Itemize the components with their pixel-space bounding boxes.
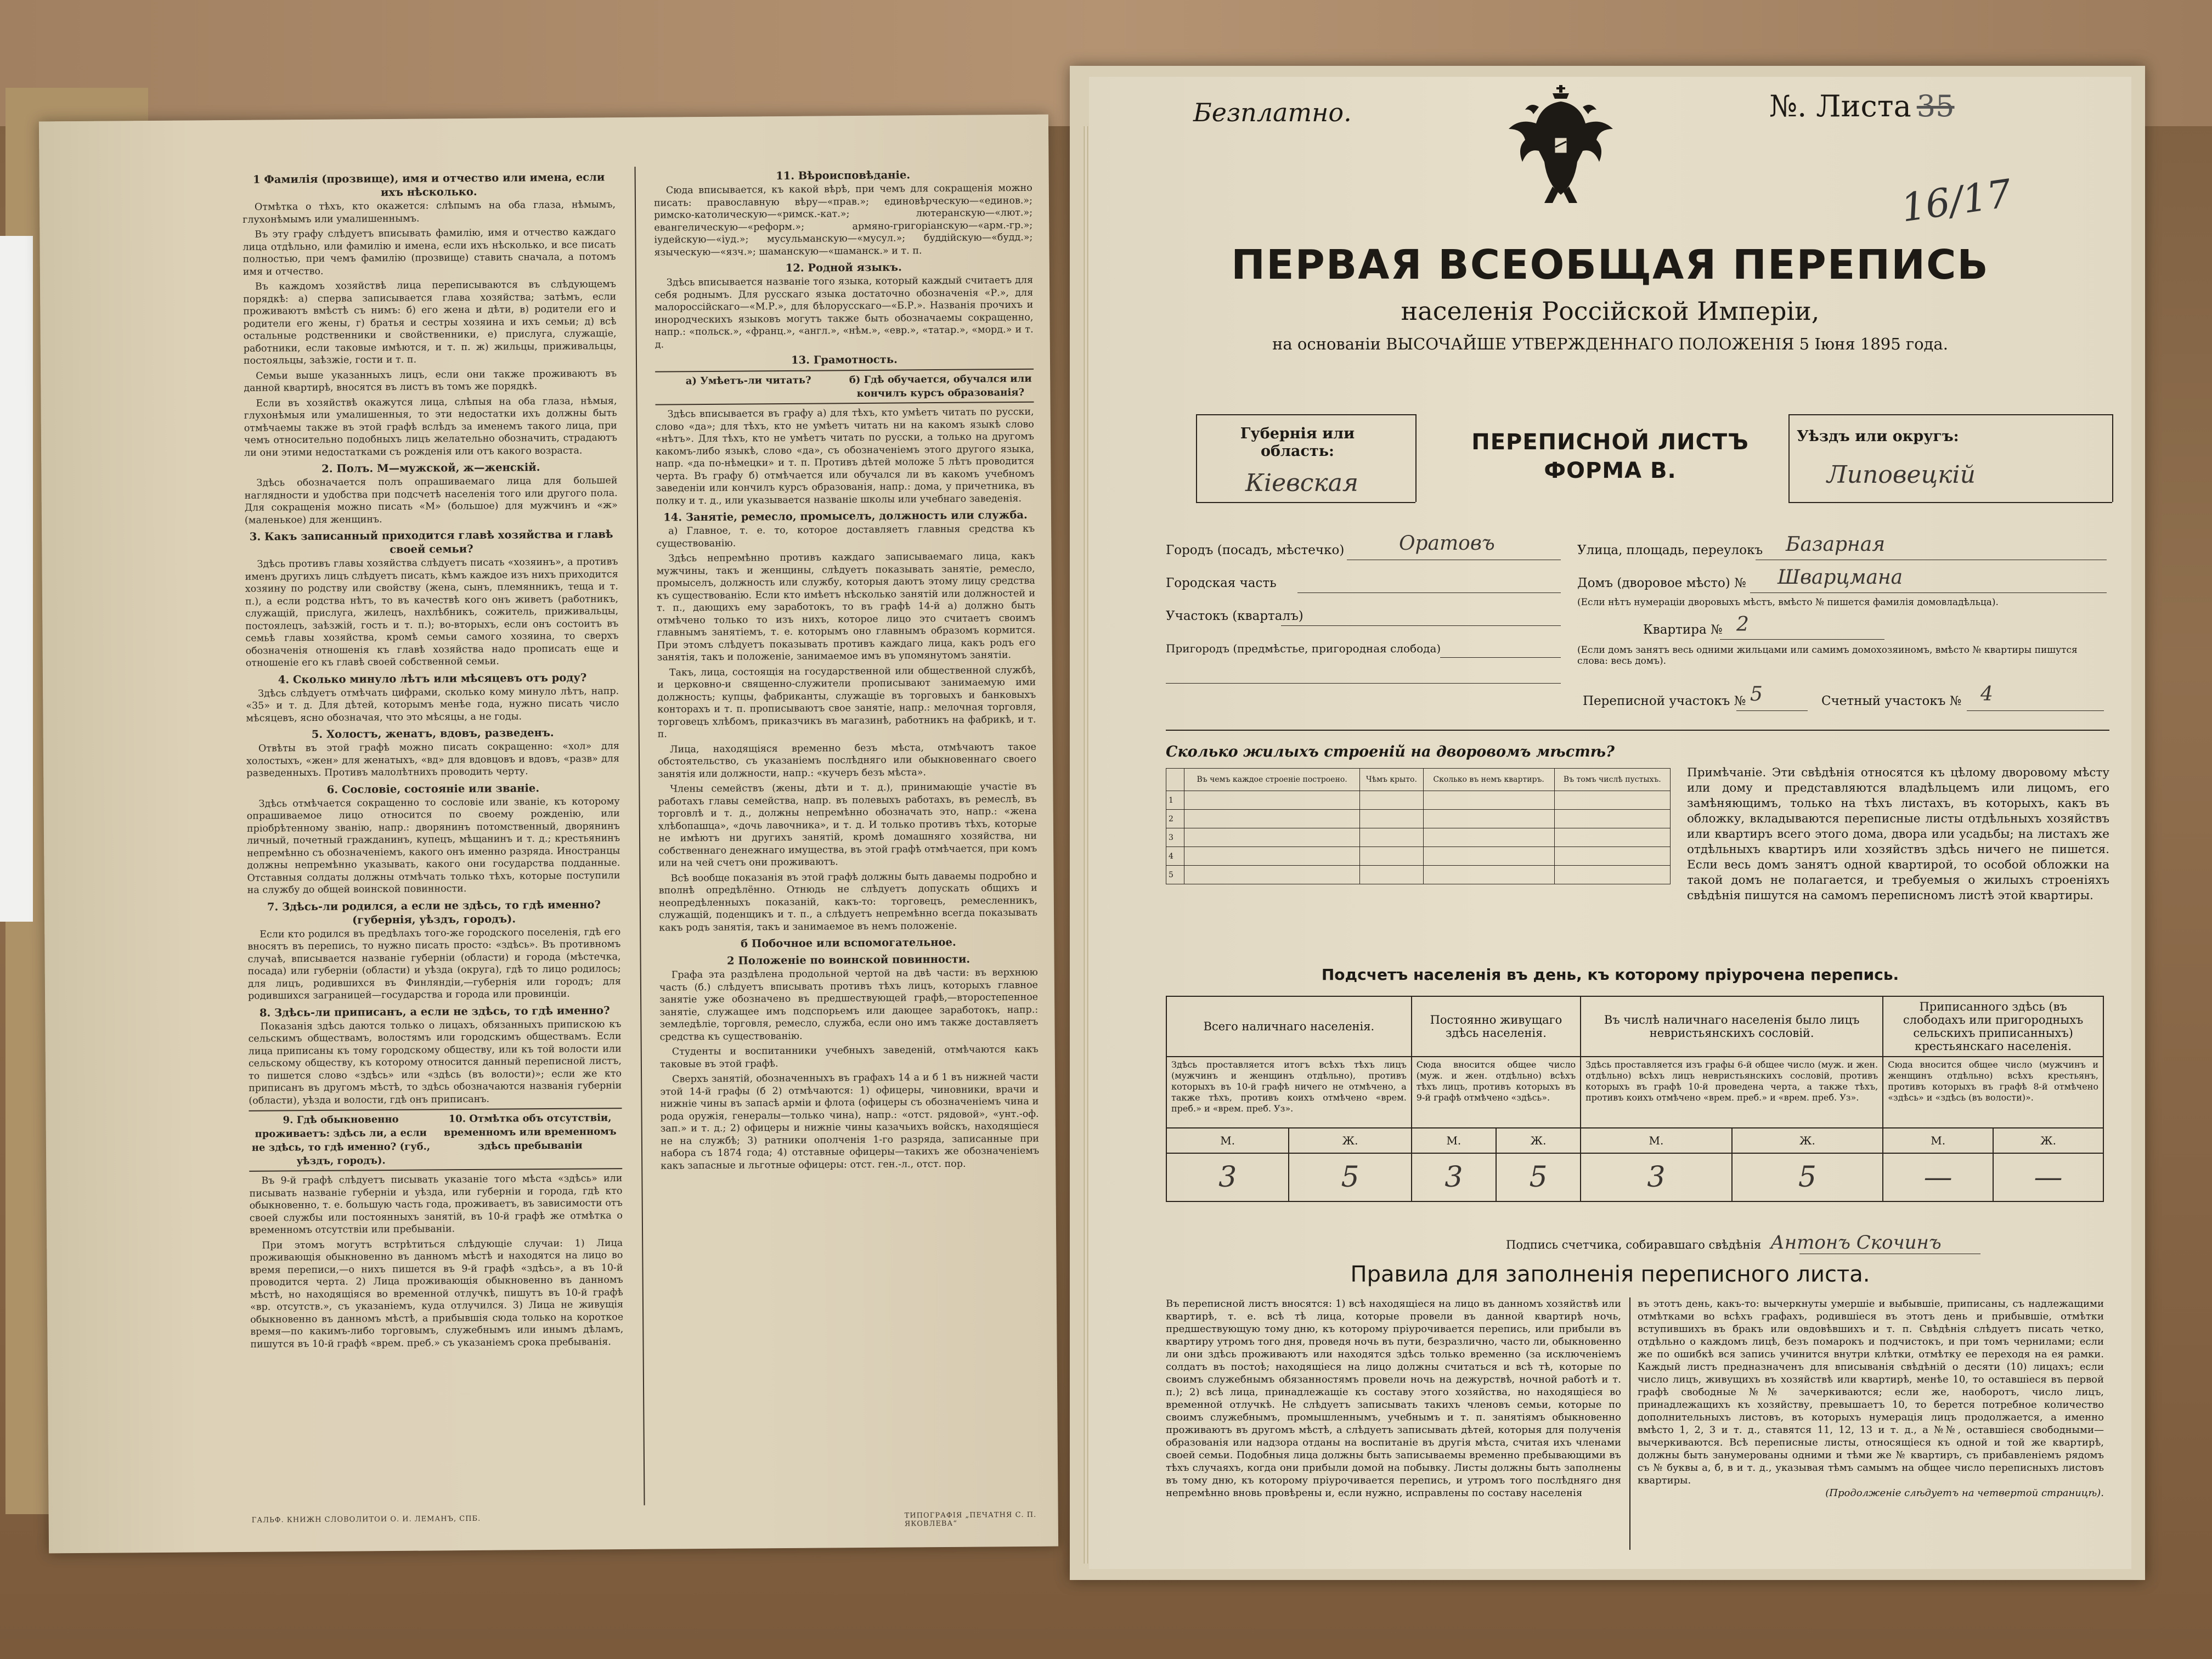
empty-cell [1423, 828, 1554, 847]
sex-column-label: М. [1166, 1128, 1289, 1153]
section-heading: 10. Отмѣтка объ отсутствіи, временномъ или временномъ здѣсь пребываніи [443, 1112, 617, 1152]
form-title-line-2: ФОРМА В. [1544, 458, 1677, 483]
instruction-text: Сюда вписывается, къ какой вѣрѣ, при чемъ для сокращенія можно писать: православную вѣру—«прав.»; единовѣрческую—«единов.»; римско-католическую—«римск.-кат.»; лютеранскую—«лют.»; евангелическую—«реформ.»; армяно-григоріанскую—«арм.-гр.»; іудейскую—«іуд.»; мусульманскую—«мусул.»; буддійскую—«будд.»; языческую—«язч.»; шаманскую—«шаманск.» и т. п. [653, 182, 1033, 258]
double-headed-eagle-icon [1506, 82, 1616, 214]
form-legal-basis: на основаніи ВЫСОЧАЙШЕ УТВЕРЖДЕННАГО ПОЛОЖЕНІЯ 5 Іюня 1895 года. [1272, 335, 1948, 353]
instruction-text: Члены семействъ (жены, дѣти и т. д.), принимающіе участіе въ работахъ главы семейства, напр. въ полевыхъ работахъ, въ ремеслѣ, въ торговлѣ и т. д., должны непремѣнно обозначать это, напр.: «жена хлѣбопашца», «дочь лавочника», и т. д. И только противъ тѣхъ, которые не имѣютъ ни другихъ занятій, кромѣ домашняго хозяйства, ни собственнаго денежнаго имущества, въ этой графѣ отмѣчается, при комъ или на чей счетъ они проживаютъ. [658, 781, 1037, 869]
section-heading: 4. Сколько минуло лѣтъ или мѣсяцевъ отъ роду? [278, 671, 587, 686]
empty-cell [1184, 810, 1360, 828]
house-label: Домъ (дворовое мѣсто) № [1577, 576, 1746, 590]
empty-cell [1360, 866, 1423, 884]
population-count-table [1166, 996, 2104, 1202]
instruction-text: Студенты и воспитанники учебныхъ заведеній, отмѣчаются какъ таковые въ этой графѣ. [659, 1043, 1039, 1070]
instruction-text: Такъ, лица, состоящія на государственной или общественной службѣ, и церковно-и священно-служители прописывают занимаемую ими должность; купцы, фабриканты, служащіе въ торговыхъ и банковыхъ конторахъ и т. п. прописываютъ свое занятіе, напр.: мелочная торговля, торговецъ хлѣбомъ, приказчикъ въ магазинѣ, работникъ на фабрикѣ, и т. п. [657, 664, 1036, 740]
empty-cell [1423, 866, 1554, 884]
instruction-text: Здѣсь противъ главы хозяйства слѣдуетъ писать «хозяинъ», а противъ именъ другихъ лицъ слѣдуетъ писать, кѣмъ каждое изъ нихъ приходится хозяину по родству или свойству (жена, сынъ, племянникъ, теща и т. п.), а если родства нѣтъ, то въ качествѣ кого онъ живетъ (работникъ, служащій, прислуга, жилецъ, нахлѣбникъ, сожитель, приживальцы, постоялецъ, заѣзжій, гость и т. п.); во-вторыхъ, если онъ состоитъ въ семьѣ главы хозяйства, кромѣ семьи самого хозяина, то сверхъ обозначенія отношенія къ главѣ хозяйства надо прописать еще и отношеніе его къ главѣ своей собственной семьи. [245, 556, 619, 669]
empty-cell [1360, 828, 1423, 847]
form-subtitle: населенія Россійской Имперіи, [1401, 296, 1820, 326]
census-district-value: 5 [1750, 683, 1763, 706]
rules-right-text: въ этотъ день, какъ-то: вычеркнуты умершіе и выбывшіе, приписаны, съ надлежащими отмѣтками во всѣхъ графахъ, родившіеся въ этотъ день и прибывшіе, отмѣтки вступившихъ въ бракъ или овдовѣвшихъ и т. п. Свѣдѣнія слѣдуетъ писать четко, отдѣльно о каждомъ лицѣ, безъ помарокъ и подчистокъ, и при томъ чернилами; если же по ошибкѣ вся запись учинится внутри клѣтки, отмѣтку ее переходя на ея рамки. Каждый листъ предназначенъ для вписыванія свѣдѣній о десяти (10) лицахъ; если число лицъ, живущихъ въ хозяйствѣ или квартирѣ, менѣе 10, то оставшіеся въ первой графѣ свободные №№ зачеркиваются; если же, наоборотъ, число лицъ, принадлежащихъ къ хозяйству, превышаетъ 10, то берется потребное количество дополнительныхъ листовъ, въ которыхъ нумерація лицъ продолжается, а именно вмѣсто 1, 2, 3 и т. д., ставятся 11, 12, 13 и т. д., а №№, оставшіеся свободными—вычеркиваются. Всѣ переписные листы, относящіеся къ одной и той же квартирѣ, должны быть занумерованы одними и тѣми же № квартиръ, съ прибавленіемъ рядомъ съ № буквы а, б, в и т. д., указывая тѣмъ самымъ на общее число переписныхъ листовъ квартиры. [1638, 1298, 2104, 1486]
section-heading: б Побочное или вспомогательное. [741, 935, 956, 950]
instruction-text: Сверхъ занятій, обозначенныхъ въ графахъ 14 а и б 1 въ нижней части этой 14-й графы (б 2) отмѣчаются: 1) офицеры, чиновники, врачи и нижніе чины въ запасѣ арміи и флота (офицеры съ обозначеніемъ чина и рода оружія, генералы—только чина), напр.: «отст. рядовой», «унт.-оф. зап.» и т. д.; 2) офицеры и нижніе чины казачьихъ войскъ, находящіеся не на службѣ; 3) ратники ополченія 1-го разряда, записанные при набора съ 1874 года; 4) отставные офицеры—такихъ же обозначеніемъ какъ запасные и льготные офицеры: отст. ген.-л., отст. пор. [660, 1071, 1040, 1172]
instruction-text: Отвѣты въ этой графѣ можно писать сокращенно: «хол» для холостыхъ, «жен» для женатыхъ, «вд» для вдовцовъ и вдовъ, «разв» для разведенныхъ. Противъ малолѣтнихъ проводить черту. [246, 741, 620, 779]
buildings-table [1166, 768, 1671, 884]
count-value: 5 [1289, 1153, 1411, 1201]
count-value: 5 [1496, 1153, 1581, 1201]
white-sheet-edge [0, 236, 33, 922]
sex-column-label: Ж. [1289, 1128, 1411, 1153]
count-value: 3 [1166, 1153, 1289, 1201]
province-label: Губернія или область: [1240, 425, 1355, 460]
instruction-text: Если кто родился въ предѣлахъ того-же городского поселенія, гдѣ его вносятъ въ перепись, то нужно писать просто: «здѣсь». Въ противномъ случаѣ, вписывается названіе губерніи (области) и города (мѣстечка, посада) или губерніи (области) и уѣзда (округа), гдѣ то лицо родилось; для лицъ, родившихся въ Финляндіи,—губернія или городъ; для родившихся заграницей—государства и города или провинціи. [247, 926, 621, 1002]
table-row [1166, 791, 1671, 810]
empty-cell [1554, 847, 1670, 866]
count-col-non-peasant: Въ числѣ наличнаго населенія было лицъ невристьянскихъ сословій. [1581, 996, 1883, 1057]
empty-cell [1554, 828, 1670, 847]
free-label: Безплатно. [1193, 98, 1352, 127]
street-value: Базарная [1786, 533, 1886, 556]
enumerator-signature [1506, 1232, 1942, 1254]
town-label: Городъ (посадъ, мѣстечко) [1166, 543, 1345, 557]
instruction-text: Всѣ вообще показанія въ этой графѣ должны быть даваемы подробно и вполнѣ опредѣлённо. Отнюдь не слѣдуетъ допускать общихъ и неопредѣленныхъ показаній, какъ-то: торговецъ, ремесленникъ, служащій, поденщикъ и т. п., а слѣдуетъ непремѣнно всегда показывать какъ родъ занятія, такъ и занимаемое въ немъ положеніе. [658, 870, 1038, 934]
count-col-peasant: Приписанного здѣсь (въ слободахъ или пригородныхъ сельскихъ приписанныхъ) крестьянскаго населенія. [1883, 996, 2103, 1057]
instruction-text: Здѣсь отмѣчается сокращенно то сословіе или званіе, къ которому опрашиваемое лицо относится по своему рожденію, или пріобрѣтенному званію, напр.: дворянинъ потомственный, дворянинъ личный, почетный гражданинъ, купецъ, мѣщанинъ и т. д.; крестьянинъ непремѣнно съ обозначеніемъ, какого онъ именно разряда. Иностранцы должны непремѣнно указывать, какого они государства подданные. Отставныя солдаты должны отмѣчать только тѣхъ, которые поступили на службу до общей воинской повинности. [246, 795, 620, 896]
empty-cell [1423, 791, 1554, 810]
form-main-title: ПЕРВАЯ ВСЕОБЩАЯ ПЕРЕПИСЬ [1231, 241, 1989, 289]
section-heading: 1 Фамилія (прозвище), имя и отчество или имена, если ихъ нѣсколько. [252, 171, 605, 199]
instruction-text: Здѣсь непремѣнно противъ каждаго записываемаго лица, какъ мужчины, такъ и женщины, слѣдуетъ показывать занятіе, ремесло, промыселъ, должность или службу, которыя даютъ этому лицу средства къ существованію. Если кто имѣетъ нѣсколько занятій или должностей и т. п., дающихъ ему заработокъ, то въ графѣ 14-й а) должно быть отмѣчено только то изъ нихъ, которое лицо это считаетъ своимъ главнымъ занятіемъ, т. е. которымъ оно главнымъ образомъ кормится. При этомъ слѣдуетъ показывать противъ каждаго лица, какъ родъ его занятія, такъ и положеніе, занимаемое имъ въ упомянутомъ занятіи. [656, 550, 1036, 663]
district-value: Липовецкій [1827, 461, 1976, 489]
split-heading [655, 369, 1034, 405]
empty-cell [1184, 828, 1360, 847]
column-divider [635, 167, 645, 1505]
count-value: 3 [1412, 1153, 1496, 1201]
section-heading: 6. Сословіе, состояніе или званіе. [326, 781, 540, 796]
buildings-col-empty: Въ томъ числѣ пустыхъ. [1554, 769, 1670, 791]
sex-column-label: М. [1581, 1128, 1732, 1153]
section-heading: 12. Родной языкъ. [785, 261, 902, 274]
table-row [1166, 866, 1671, 884]
section-heading: 7. Здѣсь-ли родился, а если не здѣсь, то гдѣ именно? (губернія, уѣздъ, городъ). [267, 898, 601, 927]
sex-column-label: Ж. [1993, 1128, 2103, 1153]
rules-right-column [1638, 1297, 2104, 1499]
printer-footer-middle: ТИПОГРАФІЯ „ПЕЧАТНЯ С. П. ЯКОВЛЕВА“ [904, 1510, 1037, 1528]
census-district-label: Переписной участокъ № [1583, 694, 1746, 708]
sheet-number-label: №. Листа [1769, 89, 1911, 123]
count-explanation: Здѣсь проставляется итогъ всѣхъ тѣхъ лицъ (мужчинъ и женщинъ отдѣльно), противъ которыхъ въ 10-й графѣ ничего не отмѣчено, а также тѣхъ, противъ коихъ отмѣчено «врем. преб.» и «врем. преб. Уз». [1166, 1057, 1412, 1128]
signature-value: Антонъ Скочинъ [1770, 1232, 1942, 1254]
row-number: 2 [1166, 810, 1184, 828]
table-row [1166, 810, 1671, 828]
left-page [39, 115, 1058, 1554]
section-heading: 3. Какъ записанный приходится главѣ хозяйства и главѣ своей семьи? [249, 528, 613, 556]
left-column-1 [242, 167, 624, 1353]
suburb-label: Пригородъ (предмѣстье, пригородная слобода) [1166, 642, 1441, 655]
empty-cell [1360, 847, 1423, 866]
instruction-text: Въ 9-й графѣ слѣдуетъ писывать указаніе того мѣста «здѣсь» или писывать названіе губерніи и уѣзда, или губерніи и города, гдѣ кто обыкновенно, т. е. большую часть года, проживаетъ, въ зависимости отъ своей службы или постоянныхъ занятій, въ 10-й графѣ же отмѣтка о временномъ отсутствіи или пребываніи. [249, 1173, 623, 1236]
left-column-2 [654, 164, 1040, 1175]
section-heading: 5. Холостъ, женатъ, вдовъ, разведенъ. [311, 726, 554, 741]
empty-cell [1554, 791, 1670, 810]
instruction-text: При этомъ могутъ встрѣтиться слѣдующіе случаи: 1) Лица проживающія обыкновенно въ данномъ мѣстѣ и находятся на лицо во время переписи,—о нихъ пишется въ 9-й графѣ «здѣсь», а въ 10-й проводится черта. 2) Лица проживающія обыкновенно въ данномъ мѣстѣ, но находящіяся во временной отлучкѣ, пишутъ въ 10-й графѣ «вр. отсутств.», съ указаніемъ, куда отлучился. 3) Лица не живущія обыкновенно въ данномъ мѣстѣ, а прибывшія сюда только на короткое время—по какимъ-либо торговымъ, служебнымъ или инымъ дѣламъ, пишутся въ 10-й графѣ «врем. преб.» съ указаніемъ срока пребыванія. [250, 1237, 624, 1350]
counting-district-value: 4 [1980, 683, 1993, 706]
empty-cell [1360, 791, 1423, 810]
form-title-line-1: ПЕРЕПИСНОЙ ЛИСТЪ [1471, 430, 1749, 455]
instruction-text: Показанія здѣсь даются только о лицахъ, обязанныхъ припискою къ сельскимъ обществамъ, волостямъ или городскимъ обществамъ. Если лица приписаны къ тому городскому обществу, или къ той волости или сельскому обществу, къ которому относится данный переписной листъ, то пишется слово «здѣсь» или «здѣсь (въ волости)»; если же кто приписанъ въ другомъ мѣстѣ, то здѣсь обозначаются названія губерніи (области), уѣзда и волости, гдѣ онъ приписанъ. [248, 1018, 622, 1107]
empty-cell [1184, 866, 1360, 884]
row-number: 5 [1166, 866, 1184, 884]
street-label: Улица, площадь, переулокъ [1577, 543, 1763, 557]
count-explanation: Сюда вносится общее число (муж. и жен. отдѣльно) всѣхъ тѣхъ лицъ, противъ которыхъ въ 9-й графѣ отмѣчено «здѣсь». [1412, 1057, 1581, 1128]
form-title [1435, 428, 1786, 485]
row-number: 3 [1166, 828, 1184, 847]
instruction-text: Въ эту графу слѣдуетъ вписывать фамилію, имя и отчество каждаго лица отдѣльно, или фамилію и имена, если ихъ нѣсколько, и все писать полностью, при чемъ фамилію (прозвище) ставить сначала, а потомъ имя и отчество. [242, 227, 616, 278]
section-heading: 2 Положеніе по воинской повинности. [726, 952, 970, 967]
count-explanation: Здѣсь проставляется изъ графы 6-й общее число (муж. и жен. отдѣльно) всѣхъ лицъ невристьянскихъ сословій, противъ которыхъ въ графѣ 10-й проведена черта, а также тѣхъ, противъ коихъ отмѣчено «врем. преб.» и «врем. преб. Уз». [1581, 1057, 1883, 1128]
empty-cell [1554, 810, 1670, 828]
buildings-col-material: Въ чемъ каждое строеніе построено. [1184, 769, 1360, 791]
section-heading: 14. Занятіе, ремесло, промыселъ, должность или служба. [663, 508, 1028, 524]
count-value: 5 [1732, 1153, 1883, 1201]
buildings-col-roof: Чѣмъ крыто. [1360, 769, 1423, 791]
row-number: 4 [1166, 847, 1184, 866]
house-note: (Если нѣтъ нумераціи дворовыхъ мѣстъ, вмѣсто № пишется фамилія домовладѣльца). [1577, 597, 1999, 608]
section-heading: б) Гдѣ обучается, обучался или кончилъ курсъ образованія? [849, 373, 1032, 400]
rules-title: Правила для заполненія переписного листа. [1350, 1262, 1870, 1287]
empty-cell [1360, 810, 1423, 828]
count-value: — [1993, 1153, 2103, 1201]
district-label: Уѣздъ или округъ: [1797, 428, 1959, 445]
signature-label: Подпись счетчика, собиравшаго свѣдѣнія [1506, 1238, 1762, 1251]
buildings-col-apartments: Сколько въ немъ квартиръ. [1423, 769, 1554, 791]
rules-left-column: Въ переписной листъ вносятся: 1) всѣ находящіеся на лицо въ данномъ хозяйствѣ или квартирѣ, т. е. всѣ тѣ лица, которые провели въ данной квартирѣ ночь, предшествующую тому дню, къ которому пріурочивается перепись, или прибыли въ квартиру утромъ того дня, проведя ночь въ пути, безразлично, часто ли, обыкновенно ли они здѣсь проживаютъ или находятся здѣсь только временно (за исключеніемъ солдатъ въ постоѣ; находящіеся на лицо должны считаться и всѣ тѣ, которые по своимъ служебнымъ обязанностямъ провели ночь на дежурствѣ, ночной работѣ и т. п.); 2) всѣ лица, принадлежащіе къ составу этого хозяйства, но находящіеся во временной отлучкѣ. Не слѣдуетъ записывать такихъ членовъ семьи, которые по своимъ служебнымъ, промышленнымъ, учебнымъ и т. п. занятіямъ обыкновенно проживаютъ въ другомъ мѣстѣ, а слѣдуетъ записывать дѣтей, которыя для полученія образованія или надзора отданы на воспитаніе въ другія мѣста, считая ихъ членами своей семьи. Подобныя лица должны быть записываемы временно пребывающими въ тѣхъ случаяхъ, когда они прибыли домой на побывку. Листы должны быть заполнены въ тому дню, къ которому пріурочивается перепись, и утромъ того послѣдняго дня непремѣнно вновь провѣрены и, если нужно, исправлены по составу населенія [1166, 1298, 1621, 1499]
section-heading: 2. Полъ. М—мужской, ж—женскій. [321, 461, 540, 475]
empty-cell [1423, 810, 1554, 828]
instruction-text: Семьи выше указанныхъ лицъ, если они также проживаютъ въ данной квартирѣ, вносятся въ листъ въ томъ же порядкѣ. [244, 368, 617, 394]
sex-column-label: Ж. [1496, 1128, 1581, 1153]
instruction-text: а) Главное, т. е. то, которое доставляетъ главныя средства къ существованію. [656, 523, 1035, 550]
sheet-number-value: 35 [1916, 89, 1955, 123]
province-value: Кіевская [1245, 469, 1359, 497]
count-col-present: Всего наличнаго населенія. [1166, 996, 1412, 1057]
buildings-question: Сколько жилыхъ строеній на дворовомъ мѣстѣ? [1166, 743, 1615, 760]
town-value: Оратовъ [1399, 532, 1495, 555]
apartment-label: Квартира № [1643, 623, 1723, 637]
count-value: — [1883, 1153, 1993, 1201]
counting-district-label: Счетный участокъ № [1821, 694, 1962, 708]
sex-column-label: М. [1883, 1128, 1993, 1153]
count-explanation: Сюда вносится общее число (мужчинъ и женщинъ отдѣльно) всѣхъ крестьянъ, противъ которыхъ въ графѣ 8-й отмѣчено «здѣсь» и «здѣсь (въ волости)». [1883, 1057, 2103, 1128]
section-heading: а) Умѣетъ-ли читать? [685, 374, 811, 387]
split-heading [249, 1108, 623, 1172]
count-col-permanent: Постоянно живущаго здѣсь населенія. [1412, 996, 1581, 1057]
instruction-text: Здѣсь слѣдуетъ отмѣчать цифрами, сколько кому минуло лѣтъ, напр. «35» и т. д. Для дѣтей, которымъ менѣе года, нужно писать число мѣсяцевъ, ясно обозначая, что это мѣсяцы, а не годы. [246, 685, 619, 724]
row-number: 1 [1166, 791, 1184, 810]
precinct-label: Участокъ (кварталъ) [1166, 609, 1304, 623]
city-part-label: Городская часть [1166, 576, 1277, 590]
empty-cell [1184, 847, 1360, 866]
handwritten-page-number: 16/17 [1898, 171, 2015, 231]
apartment-note: (Если домъ занятъ весь одними жильцами или самимъ домохозяиномъ, вмѣсто № квартиры пишутся слова: весь домъ). [1577, 645, 2078, 667]
empty-cell [1184, 791, 1360, 810]
printer-footer-left: ГАЛЬФ. КНИЖН СЛОВОЛИТОИ О. И. ЛЕМАНЪ, СПБ. [251, 1514, 481, 1525]
instruction-text: Лица, находящіяся временно безъ мѣста, отмѣчаютъ такое обстоятельство, съ указаніемъ послѣдняго или обыкновеннаго своего занятія или должности, напр.: «кучеръ безъ мѣста». [658, 741, 1037, 780]
sex-column-label: Ж. [1732, 1128, 1883, 1153]
sheet-number [1769, 89, 1955, 123]
sex-column-label: М. [1412, 1128, 1496, 1153]
count-value: 3 [1581, 1153, 1732, 1201]
instruction-text: Здѣсь вписывается названіе того языка, который каждый считаетъ для себя роднымъ. Для русскаго языка достаточно обозначенія «Р.», для малороссійскаго—«М.Р.», для бѣлорусскаго—«Б.Р.». Названія прочихъ и инородческихъ языковъ могутъ также быть обозначаемы сокращенно, напр.: «польск.», «франц.», «англ.», «нѣм.», «евр.», «татар.», «морд.» и т. д. [654, 274, 1034, 351]
rules-continued: (Продолженіе слѣдуетъ на четвертой страницѣ). [1825, 1487, 2104, 1499]
empty-cell [1423, 847, 1554, 866]
section-heading: 11. Вѣроисповѣданіе. [776, 168, 911, 183]
buildings-note: Примѣчаніе. Эти свѣдѣнія относятся къ цѣлому дворовому мѣсту или дому и представляются владѣльцемъ или лицомъ, его замѣняющимъ, только на тѣхъ листахъ, въ которыхъ, какъ въ обложку, вкладываются переписные листы отдѣльныхъ хозяйствъ или квартиръ всего этого дома, двора или усадьбы; на листахъ же отдѣльныхъ квартиръ или хозяйствъ здѣсь ничего не пишется. Если весь домъ занятъ одной квартирой, то особой обложки на такой домъ не полагается, и требуемыя о жилыхъ строеніяхъ свѣдѣнія пишутся на самомъ переписномъ листѣ этой квартиры. [1687, 766, 2109, 902]
table-row [1166, 828, 1671, 847]
instruction-text: Здѣсь вписывается въ графу а) для тѣхъ, кто умѣетъ читать по русски, слово «да»; для тѣхъ, кто не умѣетъ читать ни на какомъ языкѣ слово «нѣтъ». Для тѣхъ, кто не умѣетъ читать по русски, а только на другомъ какомъ-либо языкѣ, слово «да», съ обозначеніемъ этого другого языка, напр. «да по-нѣмецки» и т. п. Противъ дѣтей моложе 5 лѣтъ проводится черта. Въ графу б) отмѣчается или обучался ли въ какомъ учебномъ заведеніи или кончилъ курсъ образованія, напр.: дома, у причетника, въ полку и т. д., или указывается названіе школы или учебнаго заведенія. [655, 406, 1035, 507]
house-value: Шварцмана [1778, 566, 1903, 589]
instruction-text: Здѣсь обозначается полъ опрашиваемаго лица для большей наглядности и удобства при подсчетѣ населенія того или другого пола. Для сокращенія можно писать «М» (большое) для мужчинъ и «ж» (маленькое) для женщинъ. [244, 475, 618, 526]
apartment-value: 2 [1736, 613, 1749, 636]
empty-cell [1554, 866, 1670, 884]
section-heading: 8. Здѣсь-ли приписанъ, а если не здѣсь, то гдѣ именно? [259, 1003, 610, 1019]
population-count-title: Подсчетъ населенія въ день, къ которому пріурочена перепись. [1321, 966, 1899, 984]
instruction-text: Отмѣтка о тѣхъ, кто окажется: слѣпымъ на оба глаза, нѣмымъ, глухонѣмымъ или умалишеннымъ. [242, 199, 616, 225]
section-heading: 9. Гдѣ обыкновенно проживаетъ: здѣсь ли, а если не здѣсь, то гдѣ именно? (губ., уѣздъ, городъ). [251, 1113, 431, 1167]
census-form-page [1089, 77, 2131, 1569]
instruction-text: Графа эта раздѣлена продольной чертой на двѣ части: въ верхнюю часть (б.) слѣдуетъ вписывать противъ тѣхъ лицъ, которыхъ главное занятіе уже обозначено въ предшествующей графѣ,—второстепенное занятіе, служащее имъ подспорьемъ или дающее заработокъ, напр.: земледѣліе, торговля, ремесло, служба, если оно имъ также доставляетъ средства къ существованію. [659, 967, 1039, 1043]
instruction-text: Если въ хозяйствѣ окажутся лица, слѣпыя на оба глаза, нѣмыя, глухонѣмыя или умалишенныя, то эти недостатки ихъ должны быть отмѣчаемы также въ этой графѣ вслѣдъ за именемъ такого лица, при чемъ относительно подобныхъ лицъ желательно обозначить, страдаютъ ли они этими недостатками съ рожденія или отъ какого возраста. [244, 395, 618, 459]
table-row [1166, 847, 1671, 866]
section-heading: 13. Грамотность. [791, 353, 898, 366]
instruction-text: Въ каждомъ хозяйствѣ лица переписываются въ слѣдующемъ порядкѣ: а) сперва записывается глава хозяйства; затѣмъ, если проживаютъ вмѣстѣ съ нимъ: б) его жена и дѣти, в) родители его и родители его жены, г) братья и сестры хозяина и ихъ семьи; д) всѣ остальные родственники и свойственники, е) прислуга, служащіе, работники, если таковые имѣются, и т. п. ж) жильцы, приживальцы, постояльцы, заѣзжіе, гости и т. п. [243, 279, 617, 366]
